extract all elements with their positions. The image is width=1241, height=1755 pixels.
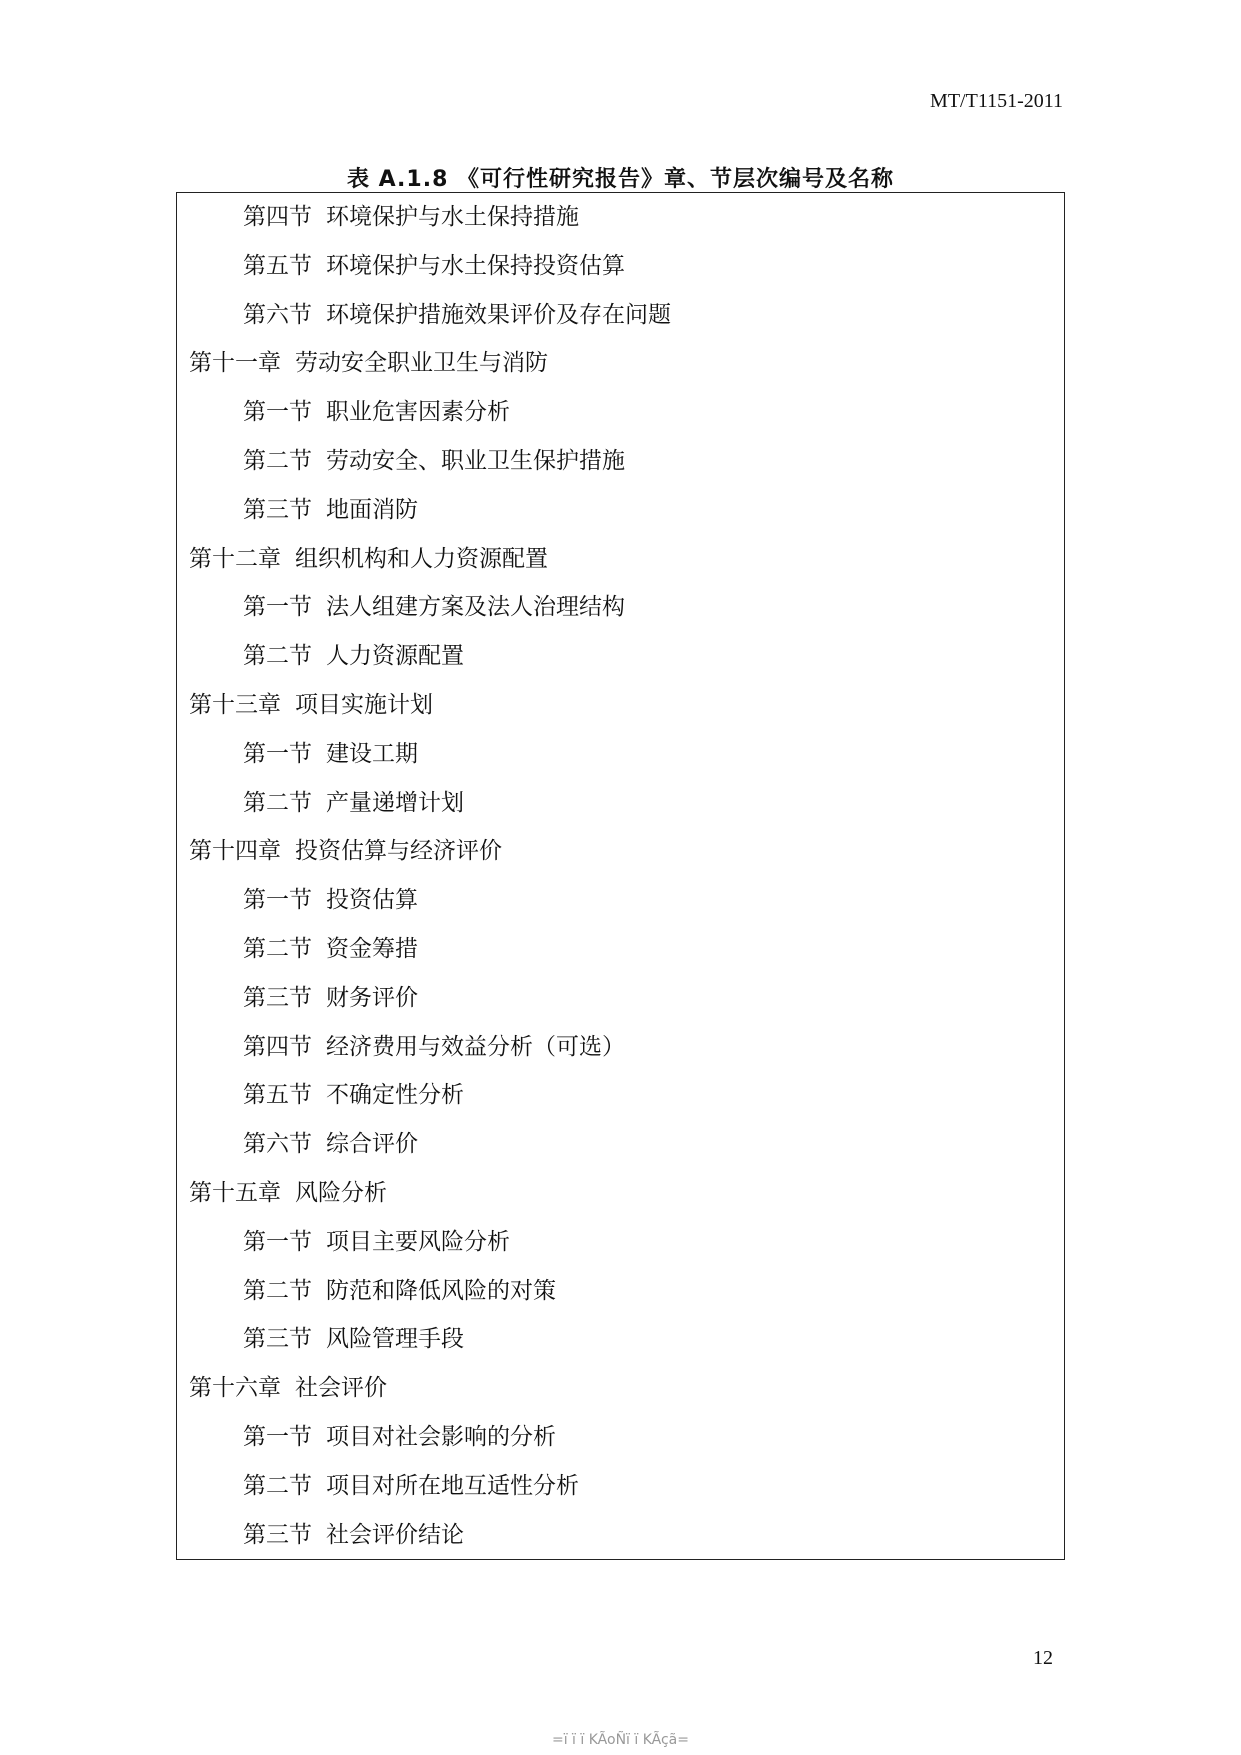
toc-section-row (177, 1413, 671, 1462)
toc-chapter-row (177, 535, 671, 584)
table-title: 表 A.1.8 《可行性研究报告》章、节层次编号及名称 (346, 167, 895, 192)
toc-number: 第六节 (243, 301, 312, 328)
toc-number: 第二节 (243, 643, 312, 670)
toc-number: 第五节 (243, 252, 312, 279)
toc-number: 第二节 (243, 1472, 312, 1499)
toc-chapter-row (177, 1169, 671, 1218)
toc-number: 第三节 (243, 1326, 312, 1353)
toc-title: 不确定性分析 (326, 1082, 464, 1109)
toc-title: 社会评价 (295, 1375, 387, 1402)
toc-section-row (177, 437, 671, 486)
toc-section-row (177, 1462, 671, 1511)
toc-number: 第一节 (243, 399, 312, 426)
toc-section-row (177, 1315, 671, 1364)
toc-number: 第十三章 (189, 691, 281, 718)
toc-section-row (177, 388, 671, 437)
toc-number: 第一节 (243, 1228, 312, 1255)
toc-number: 第三节 (243, 984, 312, 1011)
toc-title: 防范和降低风险的对策 (326, 1277, 556, 1304)
toc-title: 资金筹措 (326, 935, 418, 962)
toc-section-row (177, 730, 671, 779)
toc-table (176, 192, 1065, 1560)
toc-number: 第十二章 (189, 545, 281, 572)
toc-title: 项目对所在地互适性分析 (326, 1472, 579, 1499)
toc-section-row (177, 1218, 671, 1267)
toc-chapter-row (177, 827, 671, 876)
toc-title: 投资估算 (326, 887, 418, 914)
toc-number: 第二节 (243, 447, 312, 474)
toc-title: 项目对社会影响的分析 (326, 1423, 556, 1450)
toc-number: 第四节 (243, 204, 312, 230)
toc-title: 环境保护措施效果评价及存在问题 (326, 301, 671, 328)
toc-title: 经济费用与效益分析（可选） (326, 1033, 625, 1060)
toc-title: 产量递增计划 (326, 789, 464, 816)
toc-number: 第六节 (243, 1131, 312, 1158)
toc-title: 法人组建方案及法人治理结构 (326, 594, 625, 621)
toc-number: 第十五章 (189, 1179, 281, 1206)
toc-title: 社会评价结论 (326, 1521, 464, 1548)
toc-section-row (177, 1511, 671, 1560)
toc-title: 项目实施计划 (295, 691, 433, 718)
toc-section-row (177, 1071, 671, 1120)
toc-title: 综合评价 (326, 1131, 418, 1158)
toc-number: 第二节 (243, 935, 312, 962)
toc-section-row (177, 876, 671, 925)
toc-section-row (177, 291, 671, 340)
toc-number: 第一节 (243, 740, 312, 767)
toc-number: 第三节 (243, 1521, 312, 1548)
toc-title: 组织机构和人力资源配置 (295, 545, 548, 572)
toc-section-row (177, 486, 671, 535)
toc-number: 第一节 (243, 1423, 312, 1450)
toc-title: 环境保护与水土保持措施 (326, 204, 579, 230)
toc-section-row (177, 779, 671, 828)
toc-chapter-row (177, 681, 671, 730)
toc-section-row (177, 1120, 671, 1169)
toc-number: 第三节 (243, 496, 312, 523)
toc-number: 第四节 (243, 1033, 312, 1060)
toc-title: 风险管理手段 (326, 1326, 464, 1353)
footer-watermark: =ï ï ï KÃoÑï ï KÃçã= (551, 1732, 689, 1748)
toc-section-row (177, 974, 671, 1023)
toc-title: 地面消防 (326, 496, 418, 523)
toc-section-row (177, 583, 671, 632)
toc-number: 第十四章 (189, 838, 281, 865)
toc-title: 项目主要风险分析 (326, 1228, 510, 1255)
toc-title: 职业危害因素分析 (326, 399, 510, 426)
toc-section-row (177, 242, 671, 291)
toc-chapter-row (177, 339, 671, 388)
toc-section-row (177, 925, 671, 974)
page-number: 12 (1033, 1647, 1053, 1669)
toc-section-row (177, 632, 671, 681)
toc-number: 第二节 (243, 1277, 312, 1304)
toc-title: 投资估算与经济评价 (295, 838, 502, 865)
toc-number: 第二节 (243, 789, 312, 816)
toc-title: 人力资源配置 (326, 643, 464, 670)
toc-number: 第一节 (243, 887, 312, 914)
toc-number: 第十六章 (189, 1375, 281, 1402)
toc-title: 环境保护与水土保持投资估算 (326, 252, 625, 279)
toc-title: 劳动安全、职业卫生保护措施 (326, 447, 625, 474)
toc-title: 风险分析 (295, 1179, 387, 1206)
toc-title: 财务评价 (326, 984, 418, 1011)
toc-title: 劳动安全职业卫生与消防 (295, 350, 548, 377)
toc-chapter-row (177, 1364, 671, 1413)
toc-section-row (177, 1267, 671, 1316)
toc-section-row (177, 193, 671, 242)
toc-list (177, 193, 671, 1559)
toc-number: 第十一章 (189, 350, 281, 377)
standard-code: MT/T1151-2011 (930, 90, 1063, 112)
toc-title: 建设工期 (326, 740, 418, 767)
toc-number: 第一节 (243, 594, 312, 621)
toc-number: 第五节 (243, 1082, 312, 1109)
toc-section-row (177, 1023, 671, 1072)
